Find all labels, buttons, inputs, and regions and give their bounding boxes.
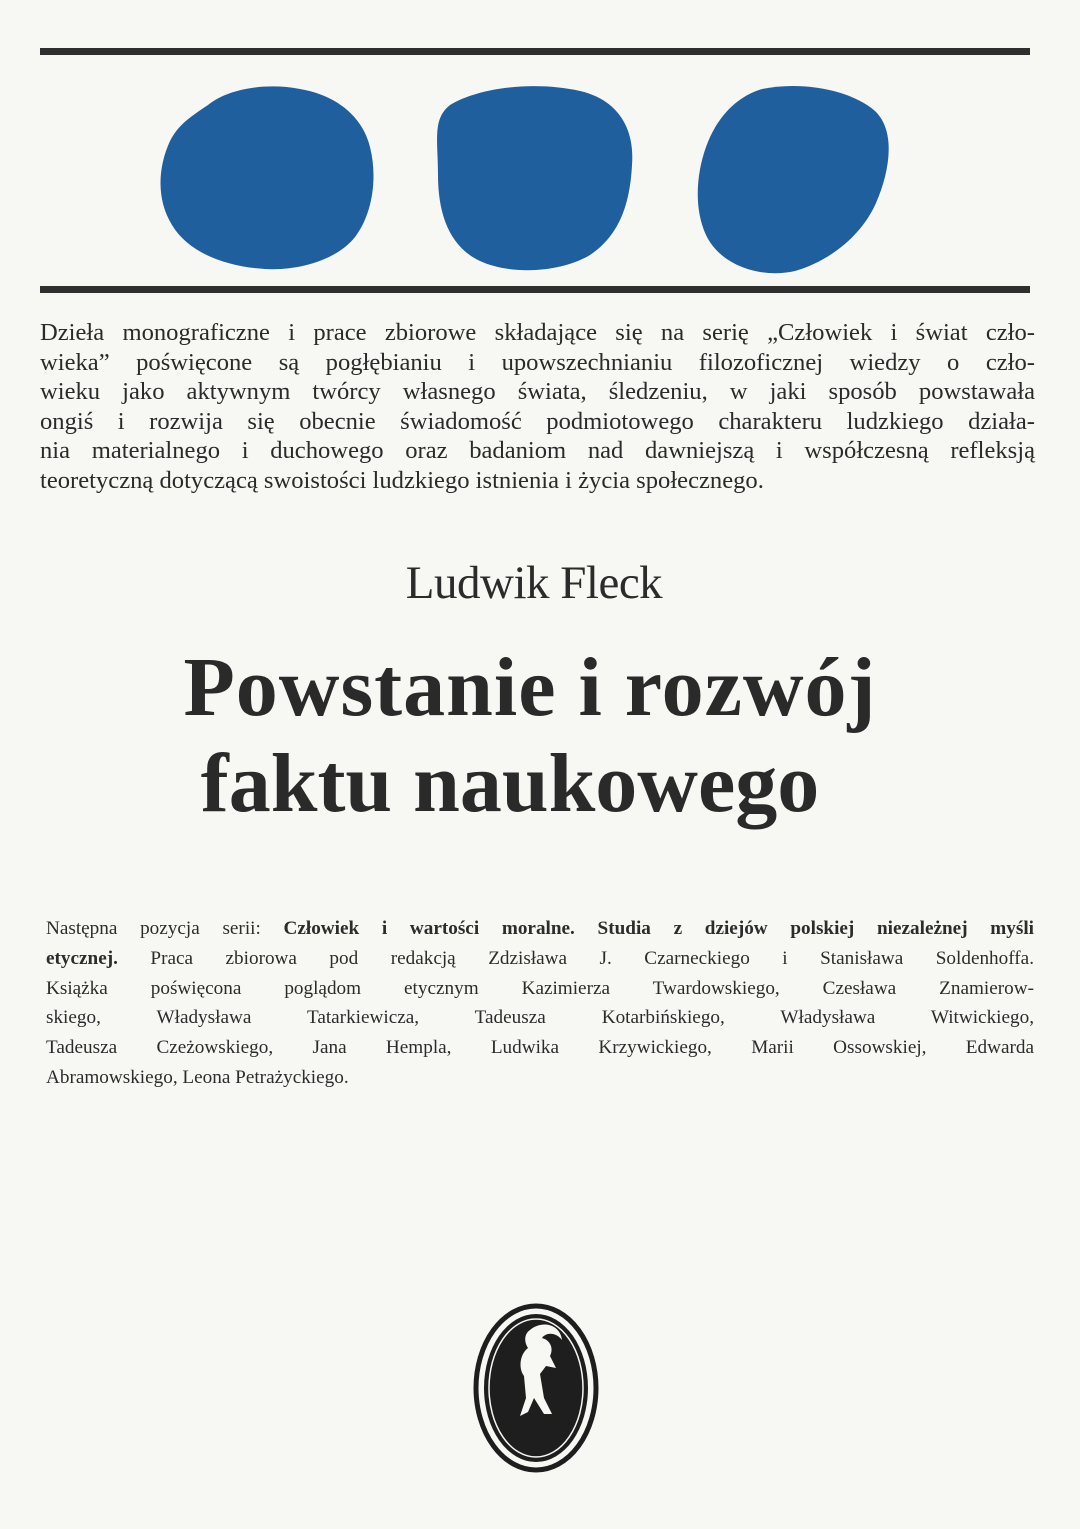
blue-dot-left bbox=[161, 86, 374, 269]
next-in-series-line: Abramowskiego, Leona Petrażyckiego. bbox=[46, 1066, 349, 1088]
next-in-series-title: Człowiek i wartości moralne. Studia z dziejów polskiej niezależnej myśli bbox=[283, 918, 1034, 939]
publisher-logo bbox=[472, 1302, 600, 1474]
publisher-logo-letters: ŁW bbox=[518, 1420, 554, 1445]
book-title bbox=[0, 640, 1080, 832]
next-in-series-line bbox=[46, 914, 1034, 944]
series-description-line: ongiś i rozwija się obecnie świadomość podmiotowego charakteru ludzkiego działa- bbox=[40, 407, 1035, 435]
top-rule bbox=[40, 48, 1030, 55]
blue-dot-middle bbox=[437, 86, 632, 270]
book-title-line: faktu naukowego bbox=[200, 737, 820, 830]
next-in-series-line: skiego, Władysława Tatarkiewicza, Tadeusza Kotarbińskiego, Władysława Witwickiego, bbox=[46, 1007, 1034, 1029]
next-in-series-note bbox=[46, 914, 1034, 1093]
next-in-series-line: Tadeusza Czeżowskiego, Jana Hempla, Ludwika Krzywickiego, Marii Ossowskiej, Edwarda bbox=[46, 1037, 1034, 1059]
series-description-line: wieka” poświęcone są pogłębianiu i upowszechnianiu filozoficznej wiedzy o czło- bbox=[40, 348, 1035, 376]
series-description-line: teoretyczną dotyczącą swoistości ludzkiego istnienia i życia społecznego. bbox=[40, 466, 764, 494]
blue-dots-decoration bbox=[150, 75, 910, 280]
author-name: Ludwik Fleck bbox=[405, 557, 663, 609]
next-in-series-line bbox=[46, 944, 1034, 974]
next-in-series-editors: Praca zbiorowa pod redakcją Zdzisława J. Czarneckiego i Stanisława Soldenhoffa. bbox=[117, 947, 1034, 969]
next-in-series-line: Książka poświęcona poglądom etycznym Kazimierza Twardowskiego, Czesława Znamierow- bbox=[46, 977, 1034, 999]
series-description-line: wieku jako aktywnym twórcy własnego świata, śledzeniu, w jaki sposób powstawała bbox=[40, 378, 1035, 405]
next-in-series-title-end: etycznej. bbox=[46, 947, 118, 969]
book-title-line: Powstanie i rozwój bbox=[183, 641, 877, 734]
series-description-line: Dzieła monograficzne i prace zbiorowe składające się na serię „Człowiek i świat czło- bbox=[40, 319, 1035, 346]
series-description-line: nia materialnego i duchowego oraz badaniom nad dawniejszą i współczesną refleksją bbox=[40, 437, 1035, 464]
blue-dot-right bbox=[698, 86, 889, 273]
bottom-rule bbox=[40, 286, 1030, 293]
series-description bbox=[40, 318, 1035, 495]
next-in-series-intro: Następna pozycja serii: bbox=[46, 918, 284, 939]
